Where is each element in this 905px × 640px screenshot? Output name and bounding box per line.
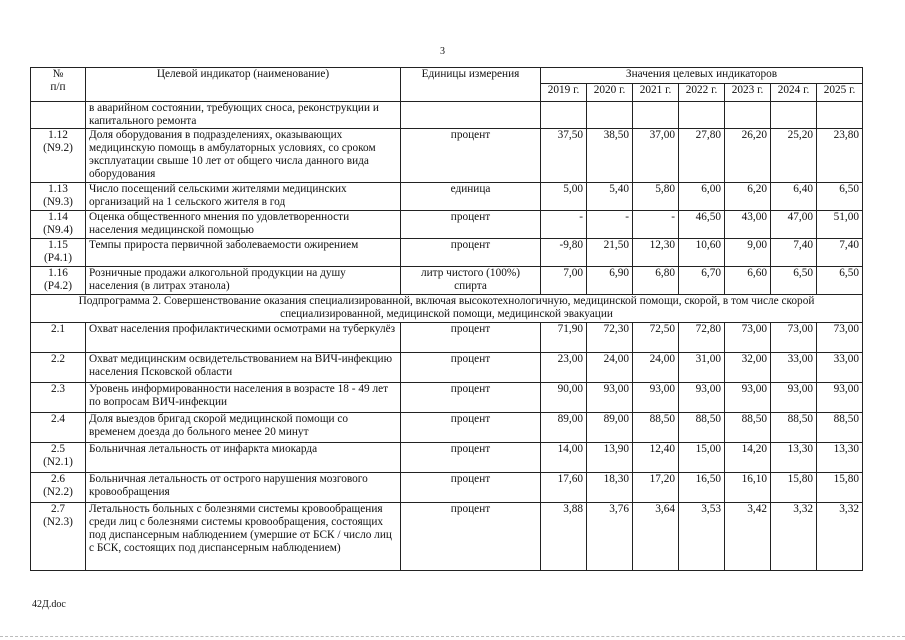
header-unit: Единицы измерения (401, 68, 541, 102)
indicator-name: Розничные продажи алкогольной продукции на душу населения (в литрах этанола) (86, 267, 401, 295)
value-cell: 7,40 (771, 239, 817, 267)
value-cell: 88,50 (679, 413, 725, 443)
row-number: 1.12 (N9.2) (31, 129, 86, 183)
value-cell: 90,00 (541, 383, 587, 413)
value-cell: 6,90 (587, 267, 633, 295)
header-year: 2019 г. (541, 84, 587, 102)
value-cell: 93,00 (633, 383, 679, 413)
unit-cell: процент (401, 323, 541, 353)
table-row (31, 473, 863, 503)
value-cell: 15,00 (679, 443, 725, 473)
value-cell: 73,00 (771, 323, 817, 353)
table-row (31, 443, 863, 473)
value-cell: 17,20 (633, 473, 679, 503)
unit-cell: процент (401, 239, 541, 267)
value-cell (633, 102, 679, 129)
value-cell: 13,30 (817, 443, 863, 473)
table-row (31, 503, 863, 571)
value-cell (679, 102, 725, 129)
row-number: 2.4 (31, 413, 86, 443)
value-cell: 3,32 (817, 503, 863, 571)
table-row (31, 239, 863, 267)
indicator-name: Летальность больных с болезнями системы кровообращения среди лиц с болезнями системы кровообращения, состоящих под диспансерным наблюдением (умершие от БСК / число лиц с БСК, состоящих под диспансерным наблюдением) (86, 503, 401, 571)
value-cell: 37,50 (541, 129, 587, 183)
unit-cell (401, 102, 541, 129)
value-cell: 38,50 (587, 129, 633, 183)
row-number: 1.16 (P4.2) (31, 267, 86, 295)
indicator-name: Число посещений сельскими жителями медицинских организаций на 1 сельского жителя в год (86, 183, 401, 211)
indicator-name: Темпы прироста первичной заболеваемости ожирением (86, 239, 401, 267)
table-row (31, 383, 863, 413)
unit-cell: процент (401, 383, 541, 413)
value-cell: 71,90 (541, 323, 587, 353)
value-cell: 51,00 (817, 211, 863, 239)
value-cell: 3,32 (771, 503, 817, 571)
value-cell: 32,00 (725, 353, 771, 383)
value-cell: 72,50 (633, 323, 679, 353)
value-cell: 18,30 (587, 473, 633, 503)
value-cell: 5,40 (587, 183, 633, 211)
value-cell: 23,00 (541, 353, 587, 383)
value-cell: 15,80 (817, 473, 863, 503)
value-cell: 6,40 (771, 183, 817, 211)
indicators-table (30, 67, 863, 571)
value-cell: 6,50 (817, 183, 863, 211)
value-cell (771, 102, 817, 129)
indicator-name: Охват населения профилактическими осмотрами на туберкулёз (86, 323, 401, 353)
value-cell: 31,00 (679, 353, 725, 383)
header-year: 2024 г. (771, 84, 817, 102)
value-cell: 7,00 (541, 267, 587, 295)
value-cell: 89,00 (587, 413, 633, 443)
table-row (31, 183, 863, 211)
indicator-name: Доля оборудования в подразделениях, оказывающих медицинскую помощь в амбулаторных условиях, со сроком эксплуатации свыше 10 лет от общего числа данного вида оборудования (86, 129, 401, 183)
value-cell (587, 102, 633, 129)
value-cell: 13,30 (771, 443, 817, 473)
scan-edge (0, 636, 905, 637)
header-year: 2022 г. (679, 84, 725, 102)
unit-cell: процент (401, 503, 541, 571)
value-cell (817, 102, 863, 129)
table-row (31, 353, 863, 383)
header-num: № п/п (31, 68, 86, 102)
row-number: 2.7 (N2.3) (31, 503, 86, 571)
header-year: 2020 г. (587, 84, 633, 102)
file-name: 42Д.doc (32, 599, 66, 610)
value-cell: 26,20 (725, 129, 771, 183)
value-cell: 16,50 (679, 473, 725, 503)
value-cell: 13,90 (587, 443, 633, 473)
unit-cell: единица (401, 183, 541, 211)
table-row (31, 129, 863, 183)
value-cell: 15,80 (771, 473, 817, 503)
value-cell: 46,50 (679, 211, 725, 239)
value-cell: 16,10 (725, 473, 771, 503)
value-cell: 10,60 (679, 239, 725, 267)
header-values-group: Значения целевых индикаторов (541, 68, 863, 84)
value-cell: - (633, 211, 679, 239)
value-cell: 73,00 (725, 323, 771, 353)
value-cell: 72,80 (679, 323, 725, 353)
value-cell: 23,80 (817, 129, 863, 183)
value-cell: 73,00 (817, 323, 863, 353)
value-cell: 27,80 (679, 129, 725, 183)
value-cell: 88,50 (771, 413, 817, 443)
row-number: 2.2 (31, 353, 86, 383)
row-number: 2.6 (N2.2) (31, 473, 86, 503)
value-cell: 43,00 (725, 211, 771, 239)
value-cell: 24,00 (633, 353, 679, 383)
subprogram-row (31, 295, 863, 323)
value-cell: 12,40 (633, 443, 679, 473)
value-cell: 33,00 (771, 353, 817, 383)
value-cell: 7,40 (817, 239, 863, 267)
value-cell (541, 102, 587, 129)
value-cell: 37,00 (633, 129, 679, 183)
value-cell: 89,00 (541, 413, 587, 443)
unit-cell: процент (401, 211, 541, 239)
indicator-name: Больничная летальность от инфаркта миокарда (86, 443, 401, 473)
value-cell: 93,00 (587, 383, 633, 413)
value-cell: 6,50 (817, 267, 863, 295)
indicator-name: Больничная летальность от острого нарушения мозгового кровообращения (86, 473, 401, 503)
header-indicator: Целевой индикатор (наименование) (86, 68, 401, 102)
value-cell: 5,80 (633, 183, 679, 211)
value-cell: 21,50 (587, 239, 633, 267)
value-cell: 3,88 (541, 503, 587, 571)
row-number (31, 102, 86, 129)
value-cell: 5,00 (541, 183, 587, 211)
row-number: 2.5 (N2.1) (31, 443, 86, 473)
value-cell (725, 102, 771, 129)
value-cell: 93,00 (725, 383, 771, 413)
unit-cell: процент (401, 353, 541, 383)
table-row (31, 267, 863, 295)
value-cell: 25,20 (771, 129, 817, 183)
value-cell: 6,80 (633, 267, 679, 295)
value-cell: 3,53 (679, 503, 725, 571)
row-number: 2.1 (31, 323, 86, 353)
page-number: 3 (440, 46, 445, 57)
value-cell: 72,30 (587, 323, 633, 353)
value-cell: 17,60 (541, 473, 587, 503)
indicator-name: в аварийном состоянии, требующих сноса, реконструкции и капитального ремонта (86, 102, 401, 129)
value-cell: 6,00 (679, 183, 725, 211)
value-cell: 33,00 (817, 353, 863, 383)
unit-cell: процент (401, 129, 541, 183)
row-number: 1.14 (N9.4) (31, 211, 86, 239)
unit-cell: процент (401, 413, 541, 443)
value-cell: 3,42 (725, 503, 771, 571)
value-cell: 6,60 (725, 267, 771, 295)
subprogram-title: Подпрограмма 2. Совершенствование оказания специализированной, включая высокотехнологичную, медицинской помощи, скорой, в том числе скорой специализированной, медицинской помощи, медицинской эвакуации (31, 295, 863, 323)
value-cell: 24,00 (587, 353, 633, 383)
table-row (31, 211, 863, 239)
indicator-name: Охват медицинским освидетельствованием на ВИЧ-инфекцию населения Псковской области (86, 353, 401, 383)
value-cell: - (587, 211, 633, 239)
value-cell: 9,00 (725, 239, 771, 267)
value-cell: 88,50 (725, 413, 771, 443)
value-cell: 14,00 (541, 443, 587, 473)
value-cell: 88,50 (817, 413, 863, 443)
header-year: 2023 г. (725, 84, 771, 102)
value-cell: 47,00 (771, 211, 817, 239)
value-cell: 93,00 (679, 383, 725, 413)
value-cell: 3,64 (633, 503, 679, 571)
value-cell: 12,30 (633, 239, 679, 267)
row-number: 1.13 (N9.3) (31, 183, 86, 211)
value-cell: 14,20 (725, 443, 771, 473)
value-cell: 6,70 (679, 267, 725, 295)
value-cell: 6,20 (725, 183, 771, 211)
value-cell: 6,50 (771, 267, 817, 295)
value-cell: -9,80 (541, 239, 587, 267)
table-row (31, 102, 863, 129)
row-number: 2.3 (31, 383, 86, 413)
table-row (31, 413, 863, 443)
value-cell: 93,00 (771, 383, 817, 413)
value-cell: 93,00 (817, 383, 863, 413)
unit-cell: процент (401, 443, 541, 473)
table-row (31, 323, 863, 353)
header-year: 2025 г. (817, 84, 863, 102)
unit-cell: процент (401, 473, 541, 503)
value-cell: - (541, 211, 587, 239)
value-cell: 88,50 (633, 413, 679, 443)
indicator-name: Оценка общественного мнения по удовлетворенности населения медицинской помощью (86, 211, 401, 239)
header-year: 2021 г. (633, 84, 679, 102)
indicator-name: Уровень информированности населения в возрасте 18 - 49 лет по вопросам ВИЧ-инфекции (86, 383, 401, 413)
row-number: 1.15 (P4.1) (31, 239, 86, 267)
unit-cell: литр чистого (100%) спирта (401, 267, 541, 295)
value-cell: 3,76 (587, 503, 633, 571)
indicator-name: Доля выездов бригад скорой медицинской помощи со временем доезда до больного менее 20 минут (86, 413, 401, 443)
